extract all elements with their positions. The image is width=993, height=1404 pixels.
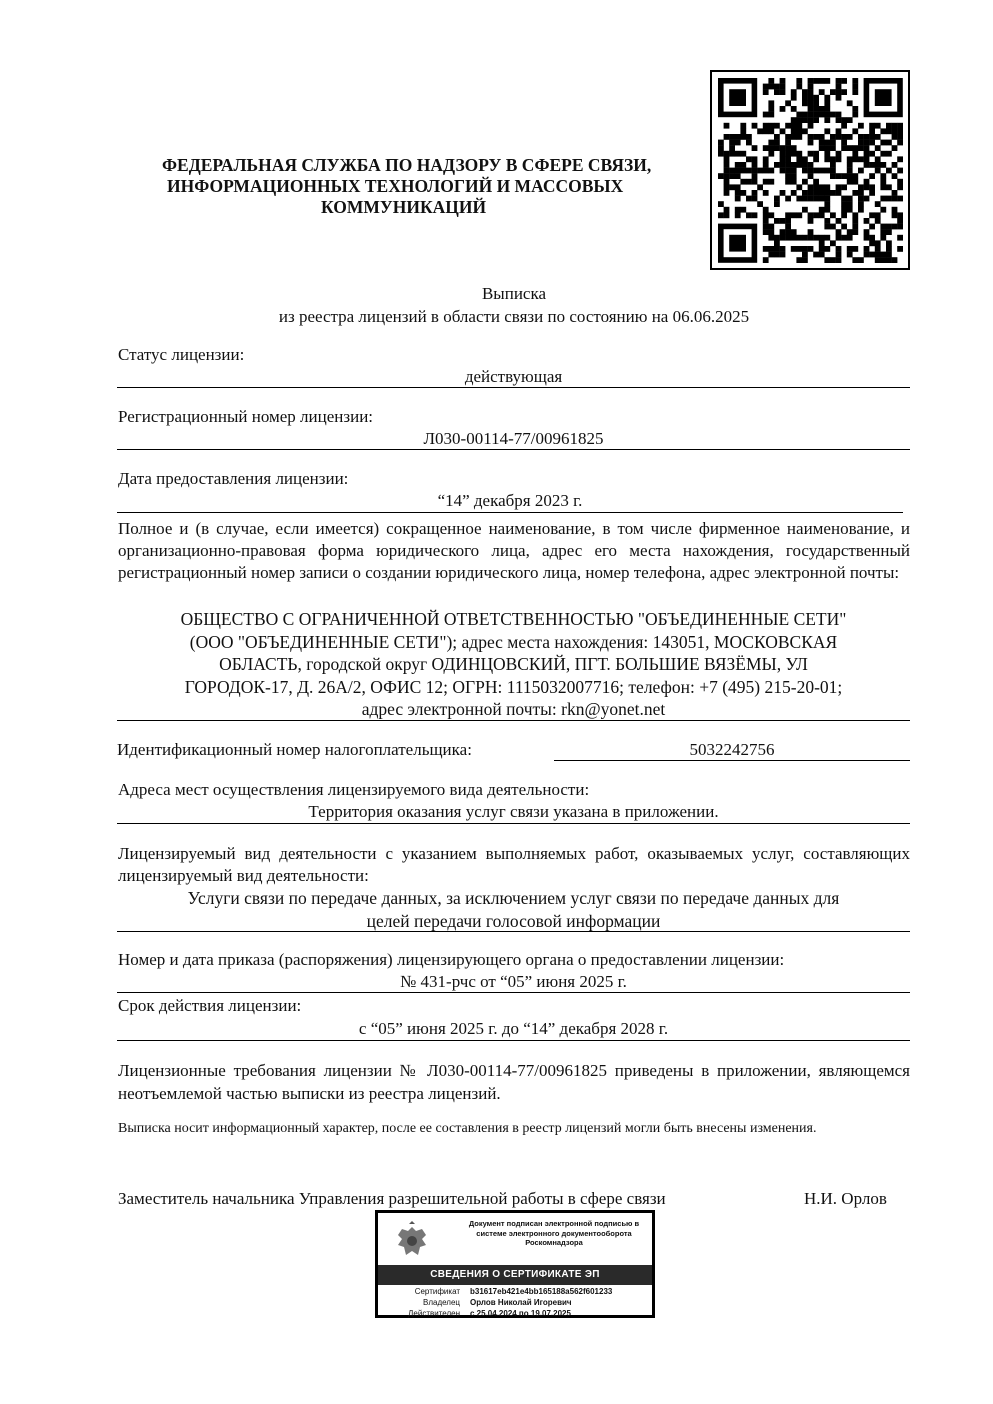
stamp-value: Орлов Николай Игоревич <box>470 1298 572 1307</box>
stamp-row-validity <box>378 1308 652 1319</box>
agency-name <box>150 155 690 218</box>
date-value: “14” декабря 2023 г. <box>117 491 903 513</box>
coat-of-arms-icon <box>392 1221 432 1261</box>
divider <box>117 931 910 932</box>
e-signature-stamp <box>375 1210 655 1318</box>
stamp-key: Владелец <box>422 1298 460 1307</box>
name-value-line: ГОРОДОК-17, Д. 26А/2, ОФИС 12; ОГРН: 1115032007716; телефон: +7 (495) 215-20-01; <box>184 676 843 697</box>
stamp-row-certificate <box>378 1286 652 1297</box>
document-subtitle: из реестра лицензий в области связи по состоянию на 06.06.2025 <box>278 307 750 326</box>
requirements-text: Лицензионные требования лицензии № Л030-00114-77/00961825 приведены в приложении, являющемся неотъемлемой частью выписки из реестра лицензий. <box>118 1061 910 1103</box>
signatory-position: Заместитель начальника Управления разрешительной работы в сфере связи <box>118 1189 666 1208</box>
stamp-value: с 25.04.2024 по 19.07.2025 <box>470 1309 571 1318</box>
agency-line: ФЕДЕРАЛЬНАЯ СЛУЖБА ПО НАДЗОРУ В СФЕРЕ СВЯЗИ, <box>162 155 652 175</box>
activity-value-line: Услуги связи по передаче данных, за исключением услуг связи по передаче данных для <box>187 888 840 908</box>
stamp-key: Действителен <box>407 1309 460 1318</box>
status-label: Статус лицензии: <box>118 345 245 364</box>
term-value: с “05” июня 2025 г. до “14” декабря 2028 г. <box>117 1019 910 1041</box>
term-label: Срок действия лицензии: <box>118 996 302 1015</box>
status-value: действующая <box>117 367 910 388</box>
date-label: Дата предоставления лицензии: <box>118 469 349 488</box>
name-value-line: ОБЩЕСТВО С ОГРАНИЧЕННОЙ ОТВЕТСТВЕННОСТЬЮ "ОБЪЕДИНЕННЫЕ СЕТИ" <box>180 609 847 629</box>
order-value: № 431-рчс от “05” июня 2025 г. <box>117 972 910 993</box>
activity-label: Лицензируемый вид деятельности с указанием выполняемых работ, оказываемых услуг, составляющих лицензируемый вид деятельности: <box>118 844 910 885</box>
order-label: Номер и дата приказа (распоряжения) лицензирующего органа о предоставлении лицензии: <box>118 950 785 969</box>
regnum-label: Регистрационный номер лицензии: <box>118 407 374 426</box>
stamp-note: Документ подписан электронной подписью в системе электронного документооборота Роскомнадзора <box>468 1219 640 1247</box>
name-value <box>117 608 910 721</box>
name-value-line: адрес электронной почты: rkn@yonet.net <box>361 699 666 720</box>
name-value-line: ОБЛАСТЬ, городской округ ОДИНЦОВСКИЙ, ПГТ. БОЛЬШИЕ ВЯЗЁМЫ, УЛ <box>219 654 808 675</box>
disclaimer-text: Выписка носит информационный характер, после ее составления в реестр лицензий могли быть внесены изменения. <box>118 1121 817 1136</box>
address-value: Территория оказания услуг связи указана в приложении. <box>117 802 910 824</box>
stamp-heading: СВЕДЕНИЯ О СЕРТИФИКАТЕ ЭП <box>378 1265 652 1285</box>
stamp-row-owner <box>378 1297 652 1308</box>
agency-line: ИНФОРМАЦИОННЫХ ТЕХНОЛОГИЙ И МАССОВЫХ <box>167 176 624 196</box>
stamp-value: b31617eb421e4bb165188a562f601233 <box>470 1287 613 1296</box>
stamp-key: Сертификат <box>414 1287 460 1296</box>
inn-label: Идентификационный номер налогоплательщика: <box>117 740 472 759</box>
qr-code-icon <box>712 72 908 268</box>
inn-value: 5032242756 <box>554 740 910 761</box>
signatory-name: Н.И. Орлов <box>804 1189 887 1208</box>
activity-value <box>117 887 910 932</box>
address-label: Адреса мест осуществления лицензируемого вида деятельности: <box>118 780 590 799</box>
activity-value-line: целей передачи голосовой информации <box>366 910 661 931</box>
name-label: Полное и (в случае, если имеется) сокращенное наименование, в том числе фирменное наименование, и организационно-правовая форма юридического лица, адрес его места нахождения, государственный регистрационный номер записи о создании юридического лица, номер телефона, адрес электронной почты: <box>118 519 910 582</box>
document-title: Выписка <box>481 284 547 303</box>
name-value-line: (ООО "ОБЪЕДИНЕННЫЕ СЕТИ"); адрес места нахождения: 143051, МОСКОВСКАЯ <box>189 631 838 652</box>
qr-code <box>710 70 910 270</box>
agency-line: КОММУНИКАЦИЙ <box>321 197 487 217</box>
divider <box>117 720 910 721</box>
regnum-value: Л030-00114-77/00961825 <box>117 429 910 450</box>
